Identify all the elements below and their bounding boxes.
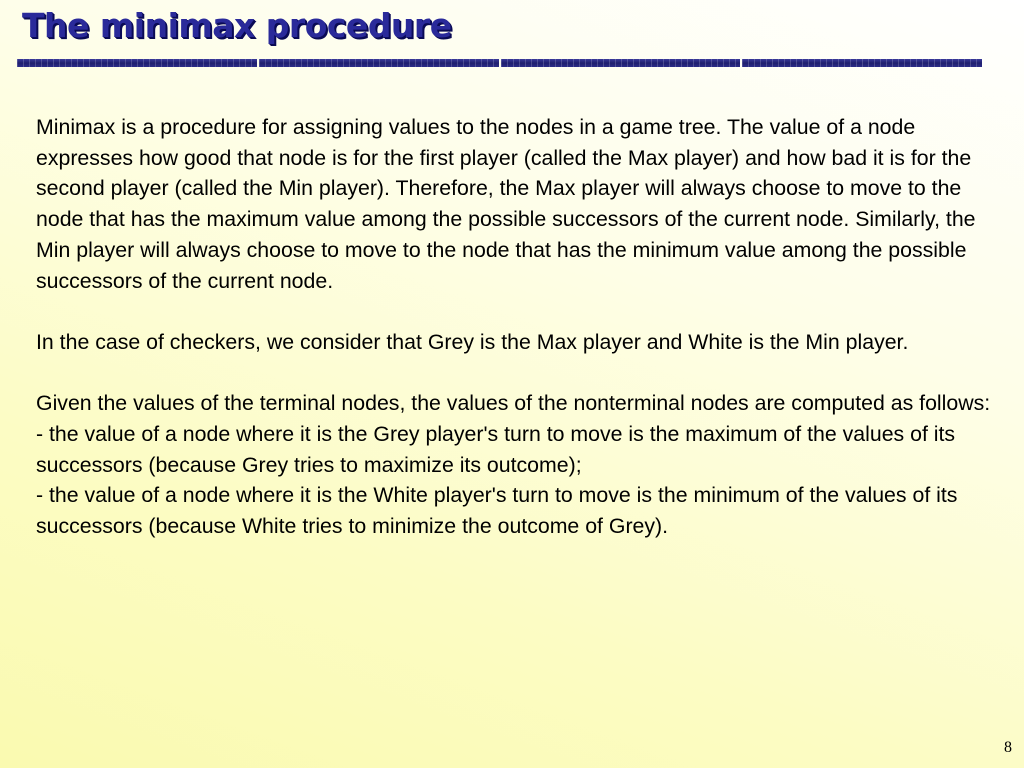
paragraph-minimax-definition: Minimax is a procedure for assigning values to the nodes in a game tree. The value of a node expresses how good that node is for the first player (called the Max player) and how bad it is for the second player (called the Min player). Therefore, the Max player will always choose to move to the node that has the maximum value among the possible successors of the current node. Similarly, the Min player will always choose to move to the node that has the minimum value among the possible successors of the current node. [36,115,976,293]
rule-white-min: - the value of a node where it is the White player's turn to move is the minimum of the values of its successors (because White tries to minimize the outcome of Grey). [36,483,958,539]
paragraph-computation-intro: Given the values of the terminal nodes, the values of the nonterminal nodes are computed as follows: [36,391,991,416]
title-divider [17,59,982,67]
paragraph-checkers-players: In the case of checkers, we consider that Grey is the Max player and White is the Min player. [36,329,909,354]
title-divider-segment [259,59,499,67]
page-number: 8 [1004,739,1012,756]
slide-title: The minimax procedure [22,6,452,45]
title-divider-segment [17,59,257,67]
slide-body [36,112,991,542]
title-divider-segment [501,59,741,67]
title-divider-segment [742,59,982,67]
rule-grey-max: - the value of a node where it is the Grey player's turn to move is the maximum of the values of its successors (because Grey tries to maximize its outcome); [36,422,956,477]
